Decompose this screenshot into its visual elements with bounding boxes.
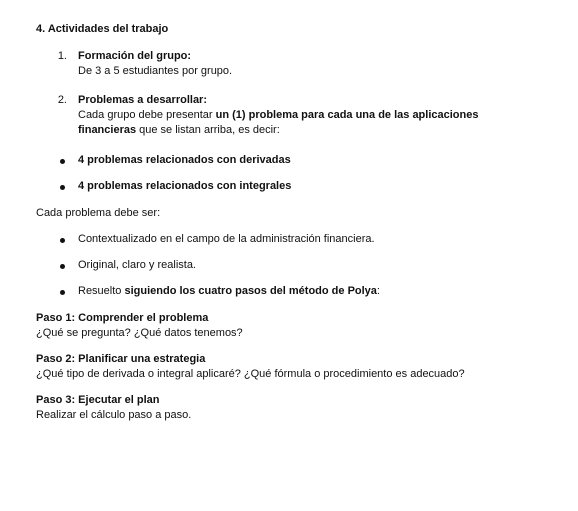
section-title: 4. Actividades del trabajo [36, 23, 169, 35]
item-1-title: Formación del grupo: [78, 50, 192, 62]
bullet-integrales: 4 problemas relacionados con integrales [78, 180, 292, 192]
step-2-title: Paso 2: Planificar una estrategia [36, 353, 206, 365]
item-2-body-emphasis-2: financieras [78, 124, 137, 136]
bullet-dot [60, 264, 65, 269]
step-3-title: Paso 3: Ejecutar el plan [36, 394, 160, 406]
requirement-3-text: Resuelto [78, 285, 125, 297]
requirement-3-emphasis: siguiendo los cuatro pasos del método de Polya [124, 285, 377, 297]
item-2-body-line1 [78, 108, 478, 122]
item-2-body-text-2: que se listan arriba, es decir: [136, 124, 280, 136]
bullet-dot [60, 290, 65, 295]
step-3-text: Realizar el cálculo paso a paso. [36, 409, 192, 421]
list-number-2: 2. [57, 94, 67, 106]
item-1-body: De 3 a 5 estudiantes por grupo. [78, 65, 233, 77]
list-number-1: 1. [57, 50, 67, 62]
requirement-3 [78, 284, 380, 298]
bullet-dot [60, 238, 65, 243]
item-2-body-text: Cada grupo debe presentar [78, 109, 216, 121]
item-2-title: Problemas a desarrollar: [78, 94, 208, 106]
requirement-3-suffix: : [376, 285, 380, 297]
item-2-body-emphasis: un (1) problema para cada una de las aplicaciones [215, 109, 479, 121]
bullet-derivadas: 4 problemas relacionados con derivadas [78, 154, 291, 166]
step-1-text: ¿Qué se pregunta? ¿Qué datos tenemos? [36, 327, 243, 339]
step-1-title: Paso 1: Comprender el problema [36, 312, 209, 324]
requirement-2: Original, claro y realista. [78, 259, 196, 271]
bullet-dot [60, 159, 65, 164]
requirements-intro: Cada problema debe ser: [36, 207, 161, 219]
requirement-1: Contextualizado en el campo de la administración financiera. [78, 233, 375, 245]
bullet-dot [60, 185, 65, 190]
item-2-body-line2 [78, 123, 280, 137]
step-2-text: ¿Qué tipo de derivada o integral aplicaré? ¿Qué fórmula o procedimiento es adecuado? [36, 368, 465, 380]
